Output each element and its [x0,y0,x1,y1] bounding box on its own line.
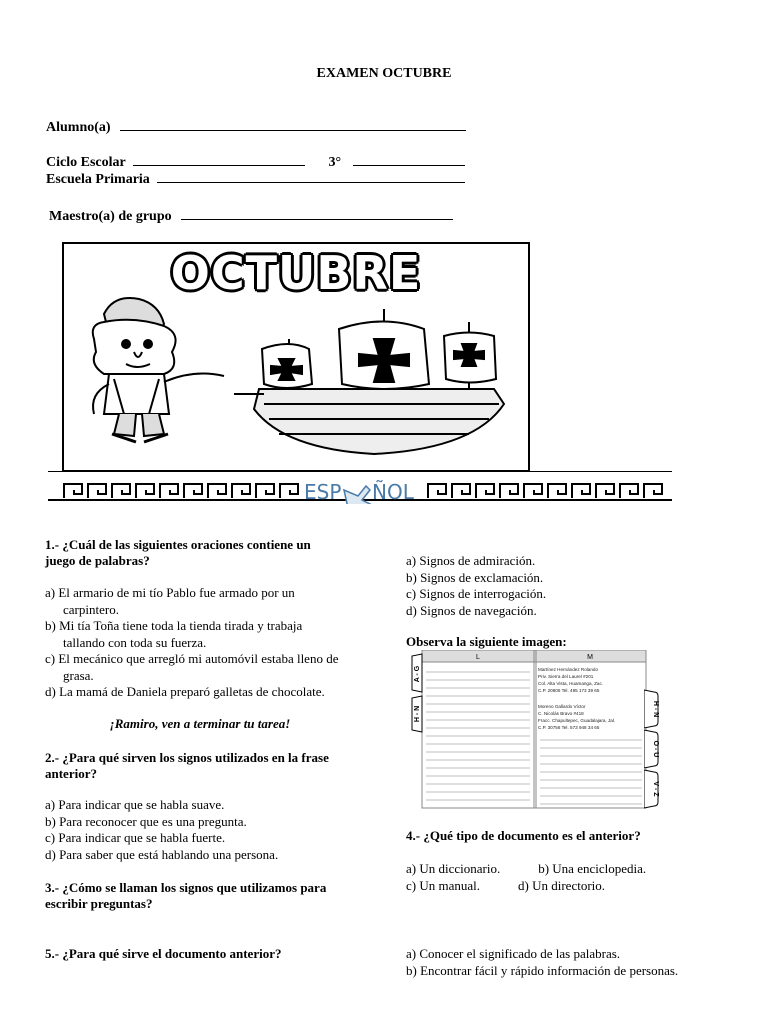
q2-line1: 2.- ¿Para qué sirven los signos utilizados en la frase [45,750,329,765]
q1-line2: juego de palabras? [45,553,150,568]
q4-option-b[interactable]: b) Una enciclopedia. [538,861,647,876]
q4-question: 4.- ¿Qué tipo de documento es el anterior? [406,828,641,843]
cycle-blank[interactable] [133,165,305,166]
q3-question [45,880,326,912]
columbus-figure-icon [93,298,224,442]
entry2-line2: C. Nicolás Bravo #418 [538,711,584,716]
columbus-ship-illustration [64,244,528,470]
school-line [46,172,465,188]
entry1-line4: C.P. 20805 Tel. 495 173 39 65 [538,688,600,693]
q2-option-a[interactable]: a) Para indicar que se habla suave. [45,797,225,812]
tab-h-n-left: H - N [414,705,421,723]
q1-options [45,585,338,701]
column-m-header: M [587,654,593,661]
q2-option-b[interactable]: b) Para reconocer que es una pregunta. [45,813,247,829]
q5-option-b[interactable]: b) Encontrar fácil y rápido información de personas. [406,962,679,978]
q3-option-b[interactable]: b) Signos de exclamación. [406,569,544,585]
phrase-example: ¡Ramiro, ven a terminar tu tarea! [109,716,291,731]
q1-question [45,537,311,569]
q1-option-b-cont: tallando con toda su fuerza. [63,634,207,650]
teacher-blank[interactable] [181,219,453,220]
tab-v-z: V - Z [652,781,659,797]
school-label: Escuela Primaria [46,172,150,187]
q3-option-a[interactable]: a) Signos de admiración. [406,553,536,568]
teacher-line [49,209,453,225]
subject-label-right: ÑOL [372,480,414,504]
student-line [46,120,466,136]
q3-line2: escribir preguntas? [45,896,153,911]
divider-top [48,471,672,472]
ship-icon [234,309,504,454]
q2-option-c[interactable]: c) Para indicar que se habla fuerte. [45,830,226,845]
tab-h-n-right: H - N [652,700,659,718]
q3-options [406,553,546,619]
entry1-line2: Priv. Sierra del Laurel #201 [538,674,594,679]
q4-option-d[interactable]: d) Un directorio. [518,877,606,893]
q1-option-c[interactable]: c) El mecánico que arregló mi automóvil estaba lleno de [45,651,339,666]
entry1-line1: Martínez Hernández Rolando [538,667,599,672]
subject-label-left: ESP [304,480,342,504]
directory-image [410,650,648,810]
tab-a-g: A - G [414,665,421,683]
grade-label: 3° [328,155,342,170]
q3-line1: 3.- ¿Cómo se llaman los signos que utilizamos para [45,880,327,895]
school-cycle-label: Ciclo Escolar [46,155,126,170]
q1-option-a-cont: carpintero. [63,601,119,617]
october-banner [62,242,530,472]
entry2-line4: C.P. 30756 Tel. 573 948 34 65 [538,725,600,730]
grade-blank[interactable] [353,165,465,166]
q2-option-d[interactable]: d) Para saber que está hablando una persona. [45,846,279,862]
q2-line2: anterior? [45,766,97,781]
q5-options [406,946,678,979]
q4-option-a[interactable]: a) Un diccionario. [406,861,501,876]
observe-instruction: Observa la siguiente imagen: [406,634,567,649]
banner-title: OCTUBRE [170,246,422,300]
q1-option-d[interactable]: d) La mamá de Daniela preparó galletas de chocolate. [45,684,325,699]
greek-key-border [48,478,672,504]
directory-right-tabs [644,688,662,810]
teacher-label: Maestro(a) de grupo [49,209,172,224]
column-l-header: L [476,654,480,661]
tab-o-u: O - U [652,740,659,758]
q1-option-c-cont: grasa. [63,667,94,683]
q3-option-d[interactable]: d) Signos de navegación. [406,602,537,618]
q1-line1: 1.- ¿Cuál de las siguientes oraciones contiene un [45,537,311,552]
student-label: Alumno(a) [46,120,111,135]
entry2-line1: Moreno Gallardo Víctor [538,704,586,709]
q1-option-b[interactable]: b) Mi tía Toña tiene toda la tienda tirada y trabaja [45,618,303,633]
q3-option-c[interactable]: c) Signos de interrogación. [406,586,547,601]
cursor-arrow-icon [344,486,374,504]
school-blank[interactable] [157,182,465,183]
entry2-line3: Fracc. Chapultepec, Guadalajara, Jal. [538,718,616,723]
exam-title: EXAMEN OCTUBRE [316,66,452,81]
q2-options [45,797,278,863]
q2-question [45,750,329,782]
q5-question: 5.- ¿Para qué sirve el documento anterior? [45,946,282,961]
q1-option-a[interactable]: a) El armario de mi tío Pablo fue armado por un [45,585,295,600]
q5-option-a[interactable]: a) Conocer el significado de las palabras. [406,946,621,961]
q4-options [406,861,706,894]
cycle-line [46,155,465,171]
student-blank[interactable] [120,130,466,131]
entry1-line3: Col. Alta Vista, Huamanga, Zac. [538,681,604,686]
q4-option-c[interactable]: c) Un manual. [406,877,481,893]
